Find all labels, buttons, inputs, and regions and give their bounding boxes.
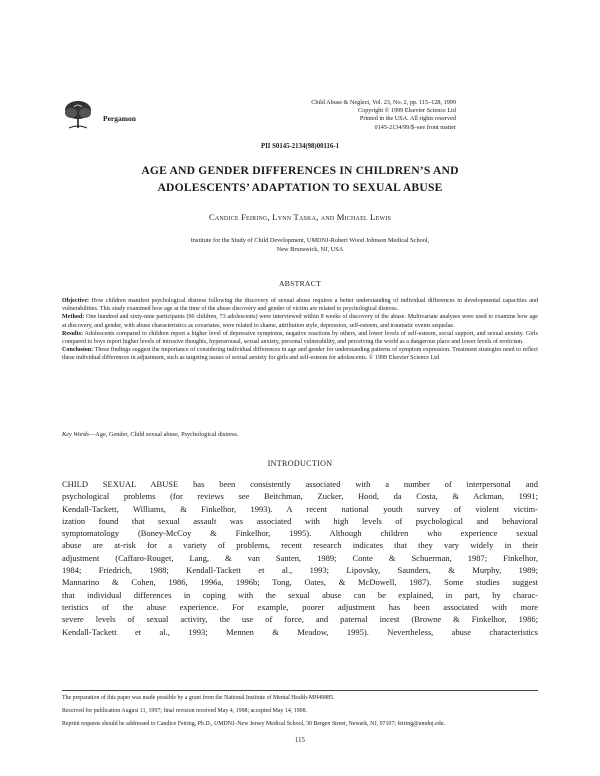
abstract-objective — [62, 297, 538, 313]
title-line: AGE AND GENDER DIFFERENCES IN CHILDREN’S AND — [141, 164, 459, 177]
conclusion-label: Conclusion: — [62, 347, 94, 354]
abstract-conclusion — [62, 346, 538, 362]
journal-citation-block — [216, 99, 456, 132]
body-line: severe levels of sexual activity, the use of force, and paternal incest (Browne & Finkelhor, 1986; — [62, 614, 538, 625]
issn-line: 0145-2134/99/$–see front matter — [374, 123, 456, 131]
objective-text: How children manifest psychological distress following the discovery of sexual abuse requires a better understanding of individual differences in developmental capacities and vulnerabilities. This study examined how age at the time of the abuse discovery and gender of victim are related to psychological distress. — [62, 298, 538, 313]
article-title — [0, 163, 600, 196]
page-number: 115 — [295, 737, 305, 744]
body-line: adjustment (Caffaro-Rouget, Lang, & van Santen, 1989; Conte & Schuerman, 1987; Finkelhor, — [62, 552, 538, 563]
body-line: Mannarino & Cohen, 1986, 1996a, 1996b; Tong, Oates, & McDowell, 1987). Some studies suggest — [62, 577, 538, 588]
body-line: teristics of the abuse experience. For example, poorer adjustment has been associated with more — [62, 601, 538, 612]
body-line: CHILD SEXUAL ABUSE has been consistently associated with a number of interpersonal and — [62, 479, 538, 489]
body-line: 1984; Friedrich, 1988; Kendall-Tackett et al., 1993; Lipovsky, Saunders, & Murphy, 1989; — [62, 565, 538, 576]
abstract-results — [62, 330, 538, 346]
journal-citation-line: Child Abuse & Neglect, Vol. 23, No. 2, pp. 115–128, 1999 — [311, 99, 456, 106]
title-line: ADOLESCENTS’ ADAPTATION TO SEXUAL ABUSE — [157, 180, 443, 194]
results-label: Results: — [62, 330, 83, 337]
rights-line: Printed in the USA. All rights reserved — [359, 115, 456, 123]
received-note: Received for publication August 11, 1997; final revision received May 4, 1998; accepted May 14, 1998. — [62, 708, 307, 714]
reprint-note: Reprint requests should be addressed to Candice Feiring, Ph.D., UMDNJ–New Jersey Medical School, 30 Bergen Street, Newark, NJ, 07107; feiring@umdnj.edu. — [62, 721, 446, 727]
key-words-text: —Age, Gender, Child sexual abuse, Psychological distress. — [89, 431, 239, 438]
body-line: ization found that sexual assault was associated with high levels of psychological and behavioral — [62, 515, 538, 526]
results-text: Adolescents compared to children report a higher level of depressive symptoms, negative reactions by others, and lower levels of self-esteem, social support, and sexual anxiety. Girls compared to boys report higher levels of intrusive thoughts, hyperarousal, sexual anxiety, personal vulnerability, and perceiving the world as a dangerous place and lower levels of eroticism. — [62, 330, 538, 346]
affiliation-line: Institute for the Study of Child Development, UMDNJ-Robert Wood Johnson Medical School, — [190, 237, 430, 244]
objective-label: Objective: — [62, 298, 90, 304]
funding-note: The preparation of this paper was made possible by a grant from the National Institute of Mental Health-MH49885. — [62, 695, 335, 701]
copyright-line: Copyright © 1999 Elsevier Science Ltd — [357, 107, 456, 115]
affiliation-line: New Brunswick, NJ, USA — [276, 246, 344, 253]
introduction-body — [62, 478, 538, 638]
method-text: One hundred and sixty-nine participants (96 children, 73 adolescents) were interviewed within 8 weeks of discovery of the abuse. Multivariate analyses were used to examine how age at discovery, and gender, with abuse characteristics as covariates, were related to shame, attribution style, depression, self-esteem, and traumatic events sequelae. — [62, 314, 538, 329]
key-words-label: Key Words — [62, 431, 89, 438]
introduction-heading: INTRODUCTION — [267, 459, 333, 468]
body-line: Kendall-Tackett et al., 1993; Mennen & Meadow, 1995). Nevertheless, abuse characteristics — [62, 626, 538, 637]
body-line: symptomatology (Boney-McCoy & Finkelhor, 1995). Although children who experience sexual — [62, 528, 538, 539]
abstract-heading: ABSTRACT — [278, 279, 322, 288]
author-list: Candice Feiring, Lynn Taska, and Michael Lewis — [208, 212, 392, 222]
footnote-divider — [62, 690, 538, 691]
footnotes — [62, 694, 538, 733]
body-line: abuse are at-risk for a variety of problems, recent research indicates that they vary widely in their — [62, 540, 538, 551]
key-words — [62, 431, 538, 438]
abstract-body — [62, 297, 538, 363]
affiliation — [160, 236, 460, 254]
conclusion-text: These findings suggest the importance of considering individual differences in age and gender for understanding patterns of symptom expression. Treatment strategies need to reflect these individual differences in adjustment, such as targeting issues of sexual anxiety for girls and self-esteem for adolescents. © 1999 Elsevier Science Ltd — [62, 347, 538, 362]
body-line: Kendall-Tackett, Williams, & Finkelhor, 1993). A recent national youth survey of violent victim- — [62, 503, 538, 514]
pii-identifier: PII S0145-2134(98)00116-1 — [261, 143, 339, 150]
pergamon-tree-logo — [58, 98, 98, 132]
body-line: that individual differences in coping with the sexual abuse can be explained, in part, by charac- — [62, 589, 538, 600]
method-label: Method: — [62, 314, 85, 321]
abstract-method — [62, 313, 538, 329]
body-line: psychological problems (for reviews see Beitchman, Zucker, Hood, da Costa, & Ackman, 1991; — [62, 491, 538, 502]
publisher-name: Pergamon — [103, 114, 136, 123]
